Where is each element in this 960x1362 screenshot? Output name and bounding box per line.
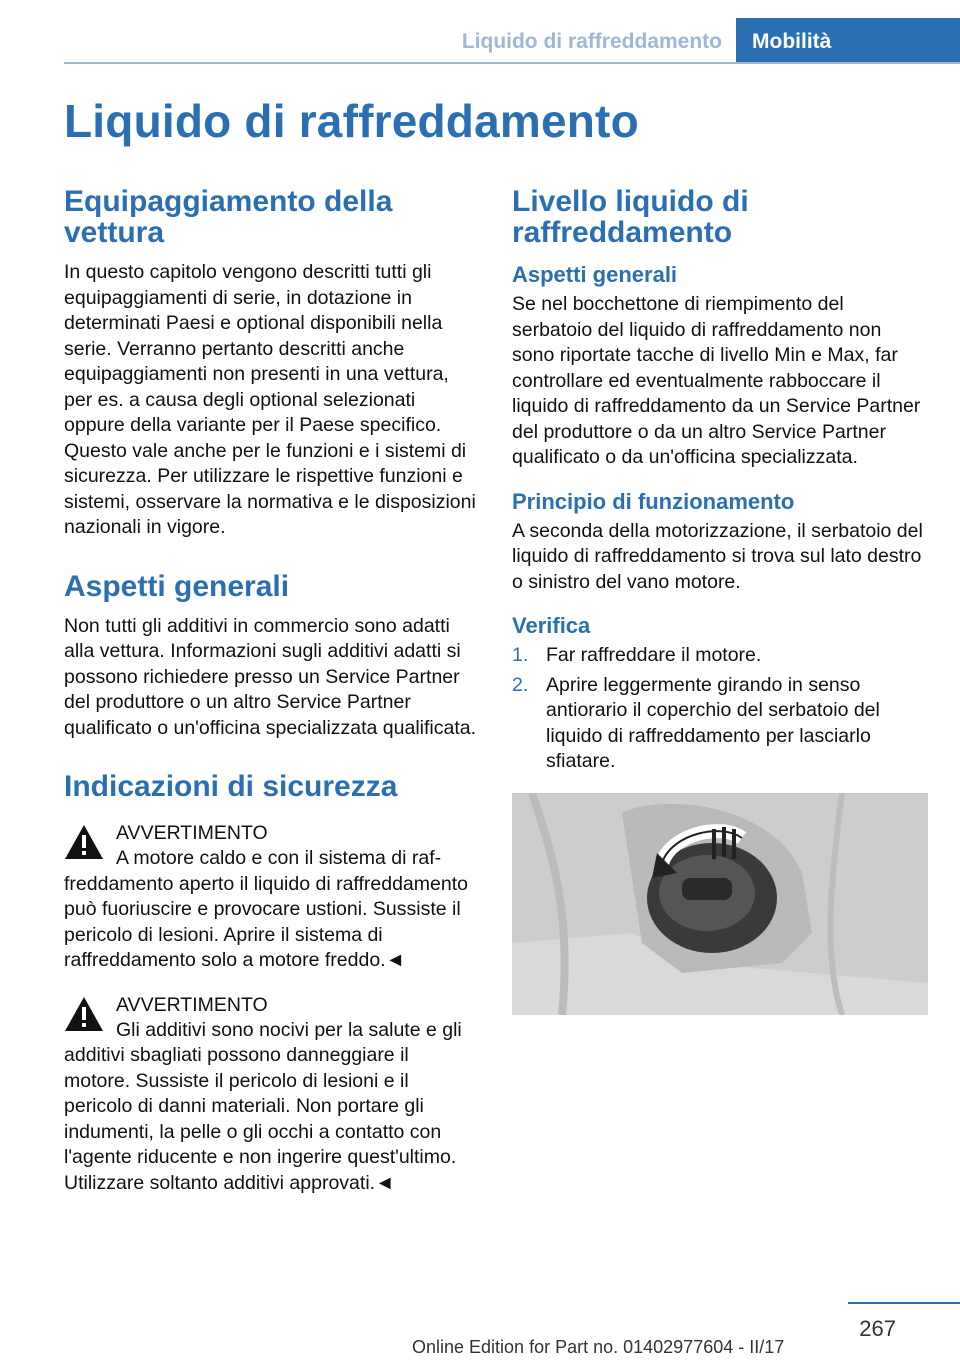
coolant-reservoir-illustration-svg: [512, 793, 928, 1015]
warning-text-first-line: A motore caldo e con il sistema di raf-: [116, 847, 442, 869]
step-text: Aprire leggermente girando in senso antiorario il coperchio del serbatoio del liquido di raffreddamento per lasciarlo sfiatare.: [546, 673, 880, 772]
left-column: [64, 186, 480, 1196]
warning-text: freddamento aperto il liquido di raffreddamento può fuoriuscire e provocare ustioni. Sussiste il pericolo di lesioni. Aprire il sistema di raffreddamento solo a motore freddo.◄: [64, 872, 468, 971]
coolant-level-heading: Livello liquido di raffreddamento: [512, 185, 749, 249]
list-item: [512, 673, 928, 775]
step-number: 1.: [512, 644, 529, 666]
edition-footer: Online Edition for Part no. 01402977604 - II/17: [412, 1337, 785, 1357]
footer-divider: [848, 1302, 960, 1304]
chapter-tab[interactable]: Mobilità: [736, 18, 960, 62]
warning-block: [64, 820, 480, 974]
warning-triangle-icon: [64, 996, 104, 1032]
warning-label: AVVERTIMENTO: [116, 993, 268, 1016]
equipment-heading: Equipaggiamento della vettura: [64, 185, 393, 249]
equipment-text: In questo capitolo vengono descritti tutti gli equipaggiamenti di serie, in dotazione in determinati Paesi e optional disponibili nella serie. Verranno pertanto descritti anche equipaggiamenti non presenti in una vettura, per es. a causa degli optional selezionati oppure della variante per il Paese specifico. Questo vale anche per le funzioni e i sistemi di sicurezza. Per utilizzare le rispettive funzioni e sistemi, osservare la normativa e le disposizioni nazionali in vigore.: [64, 261, 476, 538]
safety-heading: Indicazioni di sicurezza: [64, 770, 398, 803]
warning-text: additivi sbagliati possono danneggiare il motore. Sussiste il pericolo di lesioni e il pericolo di danni materiali. Non portare gli indumenti, la pelle o gli occhi a contatto con l'agente riducente e non ingerire quest'ultimo. Utilizzare soltanto additivi approvati.◄: [64, 1044, 457, 1194]
step-text: Far raffreddare il motore.: [546, 644, 762, 666]
check-steps-list: [512, 643, 928, 775]
header-section-link[interactable]: Liquido di raffreddamento: [461, 30, 722, 53]
step-number: 2.: [512, 673, 529, 696]
aspects-text: Se nel bocchettone di riempimento del serbatoio del liquido di raffreddamento non sono riportate tacche di livello Min e Max, far controllare ed eventualmente rabboccare il liquido di raffreddamento da un Service Partner del produttore o da un altro Service Partner qualificato o da un'officina specializzata.: [512, 293, 921, 468]
general-text: Non tutti gli additivi in commercio sono adatti alla vettura. Informazioni sugli additivi adatti si possono richiedere presso un Service Partner del produttore o un altro Service Partner qualificato o un'officina specializzata qualificata.: [64, 614, 477, 739]
list-item: [512, 643, 928, 669]
check-subheading: Verifica: [512, 613, 591, 638]
principle-subheading: Principio di funzionamento: [512, 488, 795, 514]
page-number: 267: [859, 1316, 896, 1341]
principle-text: A seconda della motorizzazione, il serbatoio del liquido di raffreddamento si trova sul lato destro o sinistro del vano motore.: [512, 519, 923, 593]
warning-label: AVVERTIMENTO: [116, 822, 268, 844]
warning-triangle-icon: [64, 824, 104, 860]
page-title: Liquido di raffreddamento: [64, 95, 639, 147]
header-divider: [64, 62, 960, 64]
warning-text-first-line: Gli additivi sono nocivi per la salute e gli: [116, 1018, 462, 1041]
right-column: [512, 186, 928, 1015]
coolant-reservoir-illustration: [512, 793, 928, 1015]
aspects-subheading: Aspetti generali: [512, 262, 678, 287]
general-heading: Aspetti generali: [64, 569, 290, 603]
warning-block: [64, 992, 480, 1197]
